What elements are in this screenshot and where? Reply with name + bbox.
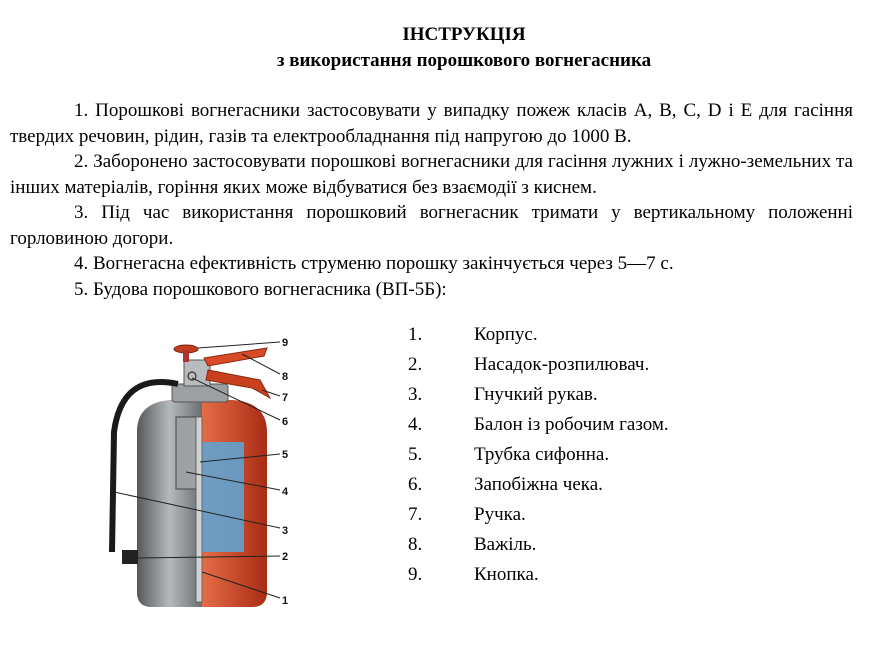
part-label: Корпус.	[474, 324, 538, 345]
label-7: 7	[282, 392, 289, 404]
instruction-text	[10, 98, 853, 302]
label-9: 9	[282, 337, 289, 349]
label-6: 6	[282, 416, 289, 428]
gas-cylinder	[176, 417, 196, 489]
part-number: 2.	[408, 354, 423, 375]
lever	[204, 348, 267, 366]
part-number: 6.	[408, 474, 423, 495]
list-item	[408, 410, 669, 440]
list-item	[408, 470, 669, 500]
document-title	[0, 22, 872, 74]
part-label: Трубка сифонна.	[474, 444, 610, 465]
title-line-2: з використання порошкового вогнегасника	[276, 50, 652, 71]
part-label: Запобіжна чека.	[474, 474, 603, 495]
paragraph-5: 5. Будова порошкового вогнегасника (ВП-5Б):	[74, 278, 447, 300]
title-line-1: ІНСТРУКЦІЯ	[402, 24, 526, 45]
part-label: Балон із робочим газом.	[474, 414, 669, 435]
part-label: Насадок-розпилювач.	[474, 354, 650, 375]
label-5: 5	[282, 449, 289, 461]
label-2: 2	[282, 551, 289, 563]
part-label: Ручка.	[474, 504, 526, 525]
label-4: 4	[282, 486, 289, 498]
part-number: 1.	[408, 324, 423, 345]
neck	[172, 384, 228, 402]
part-number: 4.	[408, 414, 423, 435]
part-label: Кнопка.	[474, 564, 539, 585]
part-number: 5.	[408, 444, 423, 465]
part-label: Гнучкий рукав.	[474, 384, 598, 405]
fire-extinguisher-diagram	[92, 322, 302, 612]
label-1: 1	[282, 595, 289, 607]
parts-list	[408, 320, 669, 590]
paragraph-1: 1. Порошкові вогнегасники застосовувати у випадку пожеж класів A, B, C, D і E для гасіння твердих речовин, рідин, газів та електрообладнання під напругою до 1000 В.	[10, 100, 853, 147]
label-3: 3	[282, 525, 289, 537]
label-8: 8	[282, 371, 289, 383]
nozzle	[122, 550, 138, 564]
list-item	[408, 350, 669, 380]
paragraph-4: 4. Вогнегасна ефективність струменю порошку закінчується через 5—7 с.	[74, 253, 674, 274]
part-label: Важіль.	[474, 534, 537, 555]
part-number: 3.	[408, 384, 423, 405]
list-item	[408, 560, 669, 590]
list-item	[408, 440, 669, 470]
part-number: 9.	[408, 564, 423, 585]
valve-head	[184, 360, 210, 386]
list-item	[408, 530, 669, 560]
list-item	[408, 500, 669, 530]
part-number: 8.	[408, 534, 423, 555]
part-number: 7.	[408, 504, 423, 525]
list-item	[408, 320, 669, 350]
paragraph-3: 3. Під час використання порошковий вогнегасник тримати у вертикальному положенні горловиною догори.	[10, 202, 853, 249]
list-item	[408, 380, 669, 410]
paragraph-2: 2. Заборонено застосовувати порошкові вогнегасники для гасіння лужних і лужно-земельних та інших матеріалів, горіння яких може відбуватися без взаємодії з киснем.	[10, 151, 853, 198]
